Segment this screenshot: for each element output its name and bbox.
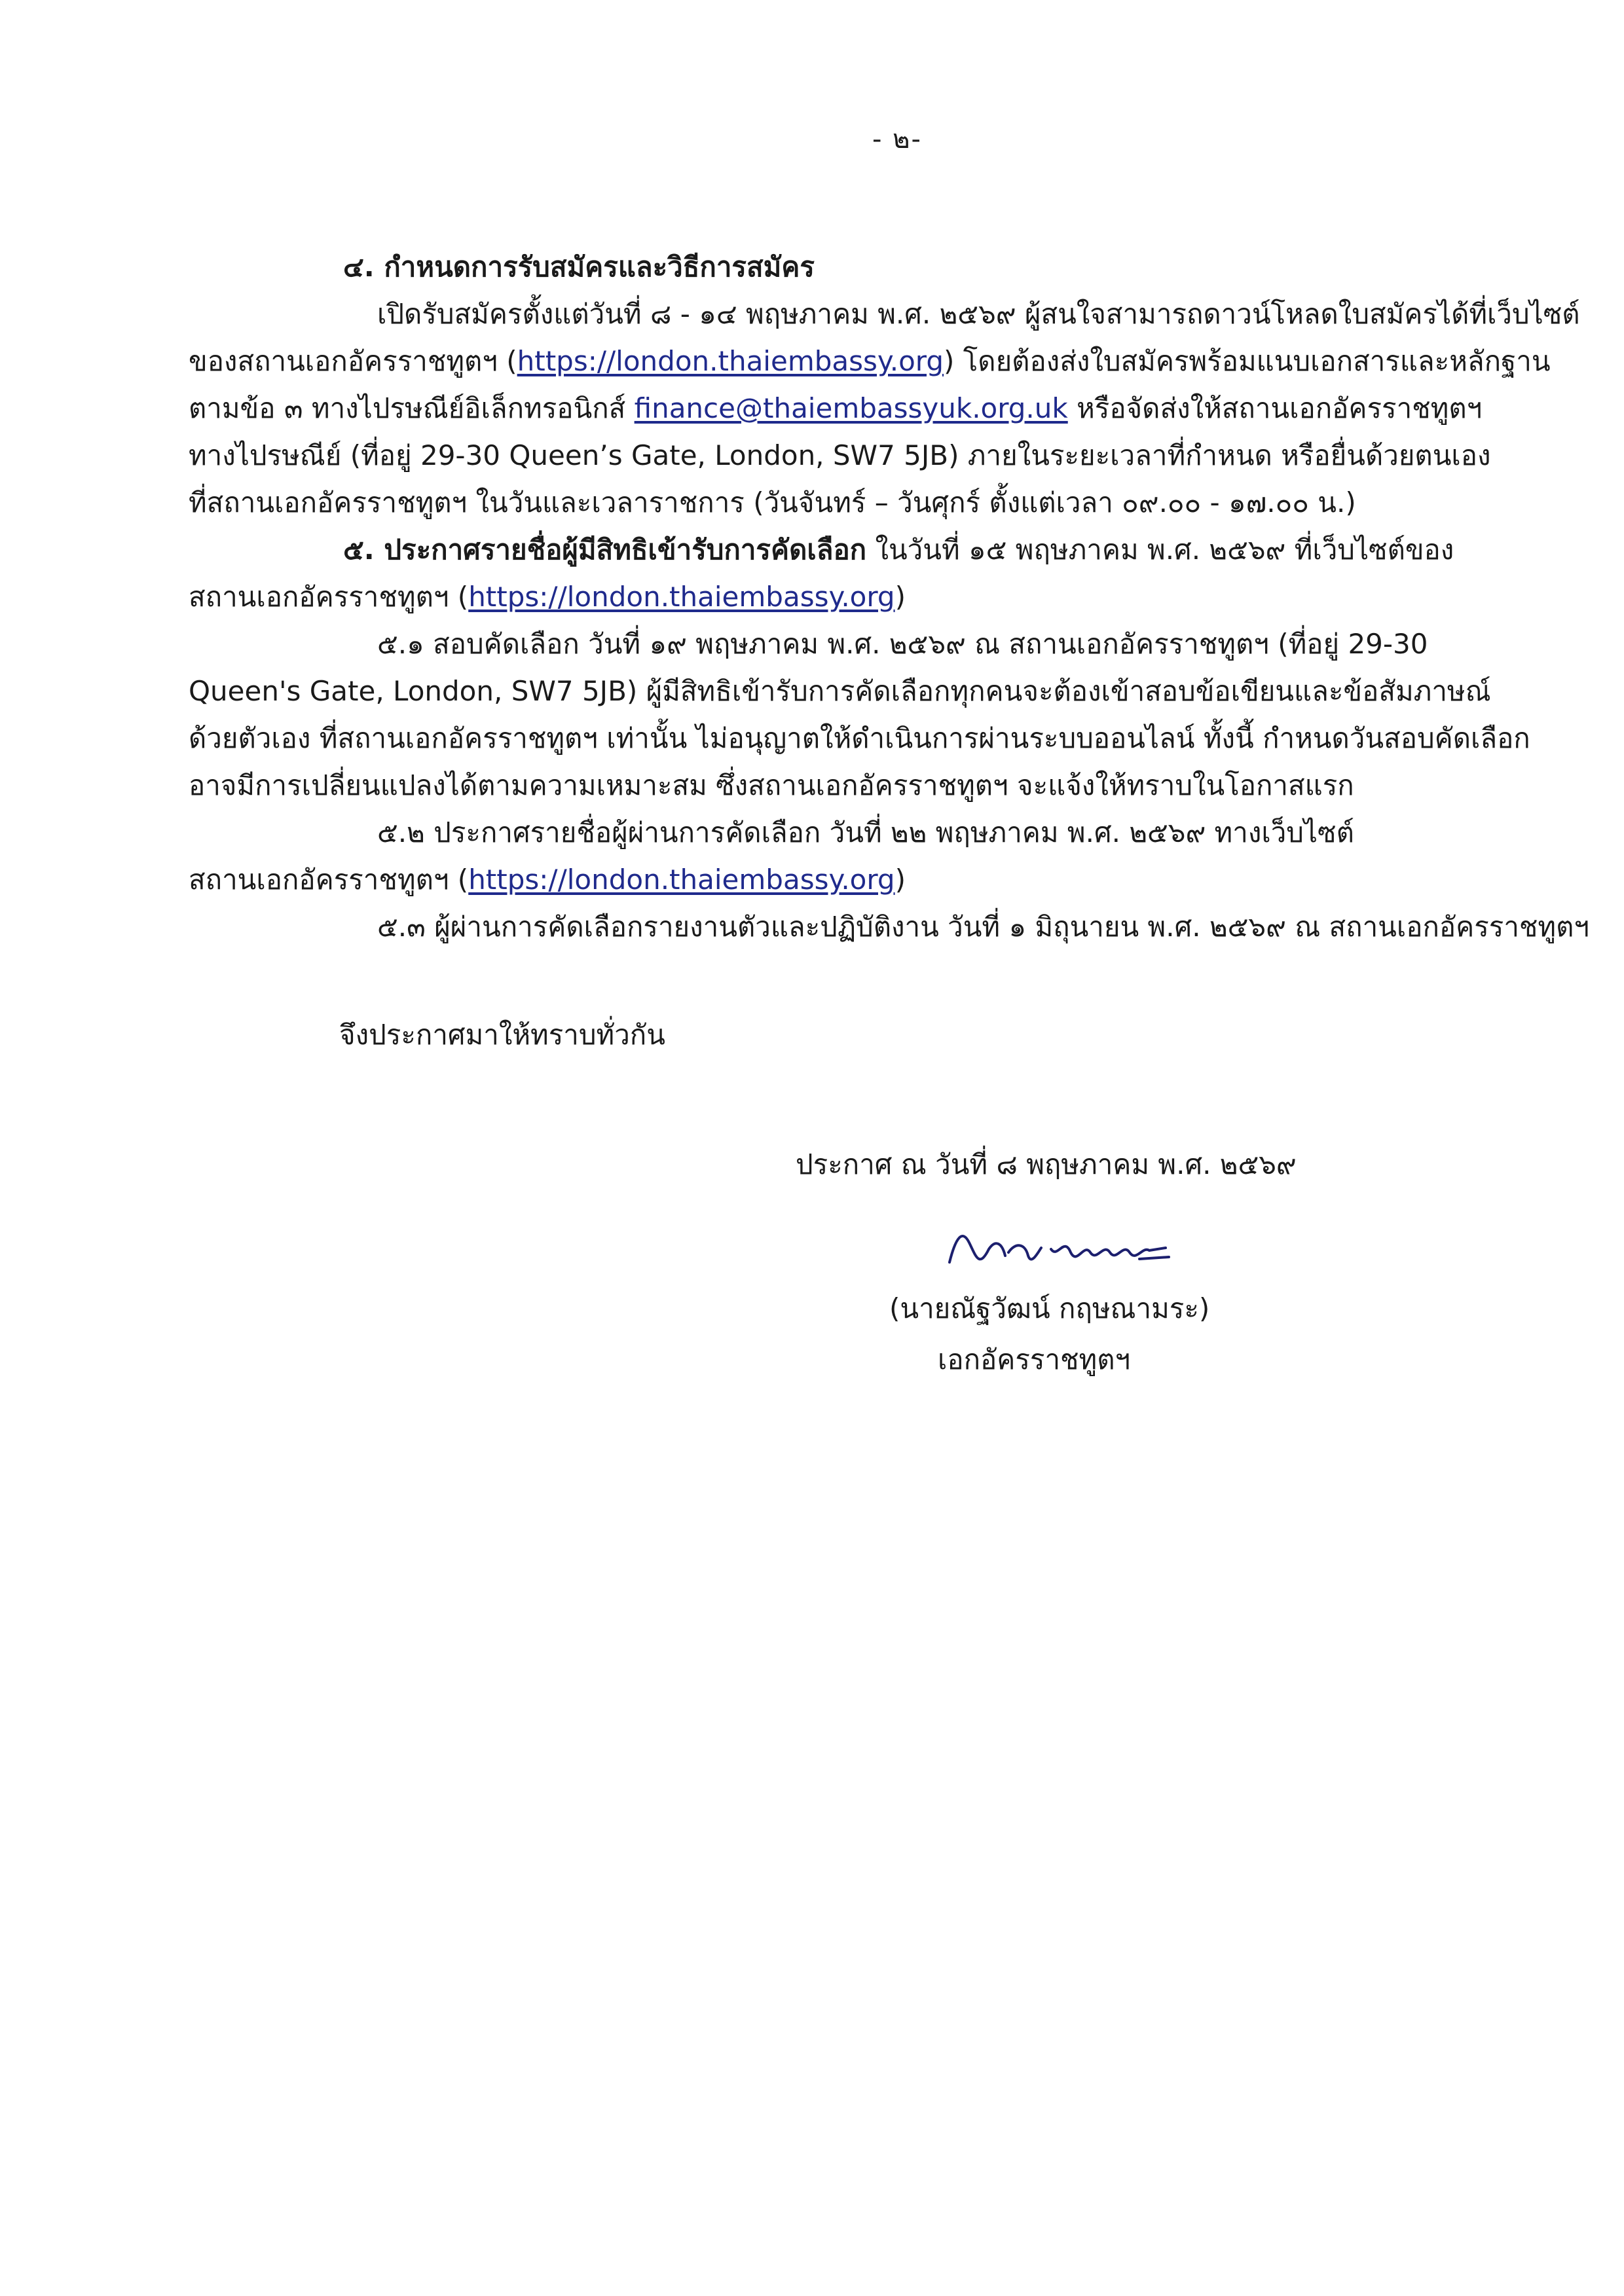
section-5-1-line: ๕.๑ สอบคัดเลือก วันที่ ๑๙ พฤษภาคม พ.ศ. ๒๕๖๙ ณ สถานเอกอัครราชทูตฯ (ที่อยู่ 29-30: [377, 628, 1428, 660]
section-4-line: ที่สถานเอกอัครราชทูตฯ ในวันและเวลาราชการ (วันจันทร์ – วันศุกร์ ตั้งแต่เวลา ๐๙.๐๐ - ๑๗.๐๐ น.): [189, 486, 1356, 519]
text-fragment: ในวันที่ ๑๕ พฤษภาคม พ.ศ. ๒๕๖๙ ที่เว็บไซต์ของ: [866, 534, 1454, 566]
section-4-heading-text: ๔. กำหนดการรับสมัครและวิธีการสมัคร: [343, 251, 815, 283]
section-5-heading-line: [189, 526, 1577, 574]
announcement-date: ประกาศ ณ วันที่ ๘ พฤษภาคม พ.ศ. ๒๕๖๙: [796, 1148, 1297, 1180]
section-4-line: ทางไปรษณีย์ (ที่อยู่ 29-30 Queen’s Gate, London, SW7 5JB) ภายในระยะเวลาที่กำหนด หรือยื่นด้วยตนเอง: [189, 439, 1491, 471]
document-body: [189, 244, 1589, 951]
text-fragment: ): [895, 864, 906, 896]
text-fragment: สถานเอกอัครราชทูตฯ (: [189, 864, 469, 896]
section-4-heading: [189, 244, 1577, 291]
handwritten-signature: [943, 1223, 1205, 1275]
text-fragment: ) โดยต้องส่งใบสมัครพร้อมแนบเอกสารและหลักฐาน: [944, 345, 1551, 377]
text-fragment: ของสถานเอกอัครราชทูตฯ (: [189, 345, 517, 377]
section-4-line: [189, 338, 1577, 385]
signer-title: เอกอัครราชทูตฯ: [938, 1343, 1131, 1376]
section-4-line: [189, 385, 1577, 432]
section-5-heading: ๕. ประกาศรายชื่อผู้มีสิทธิเข้ารับการคัดเลือก: [343, 534, 867, 566]
signer-name: (นายณัฐวัฒน์ กฤษณามระ): [889, 1292, 1210, 1324]
section-5-line: [189, 574, 1577, 621]
closing-statement: จึงประกาศมาให้ทราบทั่วกัน: [339, 1019, 665, 1051]
website-link[interactable]: https://london.thaiembassy.org: [517, 345, 944, 377]
section-5-1-line: อาจมีการเปลี่ยนแปลงได้ตามความเหมาะสม ซึ่งสถานเอกอัครราชทูตฯ จะแจ้งให้ทราบในโอกาสแรก: [189, 769, 1354, 801]
section-5-2-line: [189, 856, 1577, 903]
section-4-line: เปิดรับสมัครตั้งแต่วันที่ ๘ - ๑๔ พฤษภาคม พ.ศ. ๒๕๖๙ ผู้สนใจสามารถดาวน์โหลดใบสมัครได้ที่เว็บไซต์: [377, 298, 1580, 330]
text-fragment: ตามข้อ ๓ ทางไปรษณีย์อิเล็กทรอนิกส์: [189, 392, 635, 424]
text-fragment: สถานเอกอัครราชทูตฯ (: [189, 581, 469, 613]
section-5-1-line: Queen's Gate, London, SW7 5JB) ผู้มีสิทธิเข้ารับการคัดเลือกทุกคนจะต้องเข้าสอบข้อเขียนและข้อสัมภาษณ์: [189, 675, 1491, 707]
text-fragment: หรือจัดส่งให้สถานเอกอัครราชทูตฯ: [1067, 392, 1483, 424]
text-fragment: ): [895, 581, 906, 613]
section-5-3-line: ๕.๓ ผู้ผ่านการคัดเลือกรายงานตัวและปฏิบัติงาน วันที่ ๑ มิถุนายน พ.ศ. ๒๕๖๙ ณ สถานเอกอัครราชทูตฯ: [377, 911, 1589, 943]
email-link[interactable]: finance@thaiembassyuk.org.uk: [634, 392, 1068, 424]
website-link[interactable]: https://london.thaiembassy.org: [468, 864, 895, 896]
section-5-2-line: ๕.๒ ประกาศรายชื่อผู้ผ่านการคัดเลือก วันที่ ๒๒ พฤษภาคม พ.ศ. ๒๕๖๙ ทางเว็บไซต์: [377, 816, 1354, 848]
page-number: - ๒-: [872, 124, 922, 155]
section-5-1-line: ด้วยตัวเอง ที่สถานเอกอัครราชทูตฯ เท่านั้น ไม่อนุญาตให้ดำเนินการผ่านระบบออนไลน์ ทั้งนี้ กำหนดวันสอบคัดเลือก: [189, 722, 1530, 754]
website-link[interactable]: https://london.thaiembassy.org: [468, 581, 895, 613]
